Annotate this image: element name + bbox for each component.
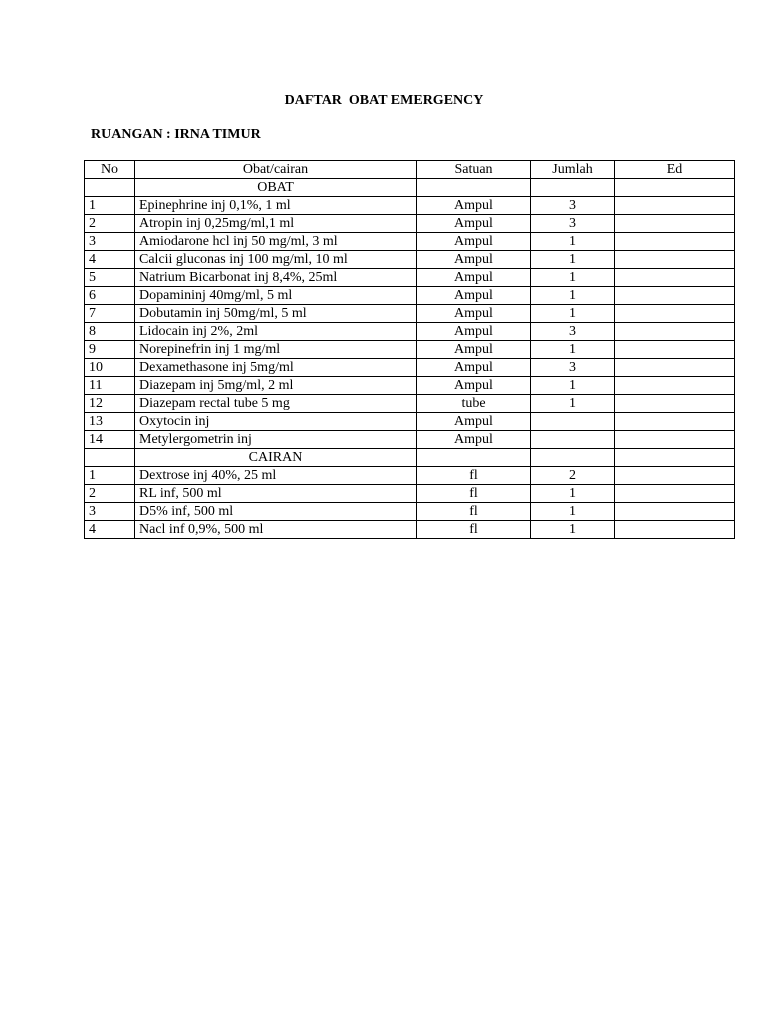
table-row xyxy=(85,251,735,269)
cell-satuan: Ampul xyxy=(417,233,531,251)
cell-no: 10 xyxy=(85,359,135,377)
cell-ed xyxy=(615,413,735,431)
cell-ed xyxy=(615,485,735,503)
cell-obat: Dobutamin inj 50mg/ml, 5 ml xyxy=(135,305,417,323)
header-jumlah: Jumlah xyxy=(531,161,615,179)
cell-obat: Dextrose inj 40%, 25 ml xyxy=(135,467,417,485)
cell-obat: Nacl inf 0,9%, 500 ml xyxy=(135,521,417,539)
header-ed: Ed xyxy=(615,161,735,179)
cell-ed xyxy=(615,377,735,395)
cell-jumlah: 1 xyxy=(531,377,615,395)
cell-no: 12 xyxy=(85,395,135,413)
section-cell-empty xyxy=(85,179,135,197)
section-row-cairan xyxy=(85,449,735,467)
cell-ed xyxy=(615,521,735,539)
cell-satuan: tube xyxy=(417,395,531,413)
cell-ed xyxy=(615,233,735,251)
cell-ed xyxy=(615,431,735,449)
cell-obat: Dexamethasone inj 5mg/ml xyxy=(135,359,417,377)
medicine-table xyxy=(84,160,735,539)
cell-no: 6 xyxy=(85,287,135,305)
cell-no: 3 xyxy=(85,503,135,521)
cell-ed xyxy=(615,341,735,359)
cell-no: 2 xyxy=(85,485,135,503)
cell-satuan: Ampul xyxy=(417,197,531,215)
table-row xyxy=(85,413,735,431)
cell-no: 14 xyxy=(85,431,135,449)
table-header-row xyxy=(85,161,735,179)
cell-satuan: Ampul xyxy=(417,269,531,287)
cell-satuan: Ampul xyxy=(417,215,531,233)
table-row xyxy=(85,377,735,395)
cell-no: 2 xyxy=(85,215,135,233)
cell-jumlah: 1 xyxy=(531,233,615,251)
table-row xyxy=(85,395,735,413)
table-row xyxy=(85,197,735,215)
section-cell-empty xyxy=(85,449,135,467)
cell-satuan: fl xyxy=(417,485,531,503)
section-row-obat xyxy=(85,179,735,197)
cell-jumlah: 1 xyxy=(531,251,615,269)
cell-jumlah: 3 xyxy=(531,215,615,233)
cell-obat: Lidocain inj 2%, 2ml xyxy=(135,323,417,341)
table-body xyxy=(85,179,735,539)
cell-no: 9 xyxy=(85,341,135,359)
cell-no: 13 xyxy=(85,413,135,431)
cell-jumlah: 1 xyxy=(531,485,615,503)
table-row xyxy=(85,467,735,485)
cell-jumlah: 3 xyxy=(531,323,615,341)
cell-jumlah: 1 xyxy=(531,503,615,521)
table-row xyxy=(85,359,735,377)
cell-satuan: Ampul xyxy=(417,287,531,305)
cell-ed xyxy=(615,251,735,269)
cell-no: 5 xyxy=(85,269,135,287)
section-label-cairan: CAIRAN xyxy=(135,449,417,467)
cell-satuan: Ampul xyxy=(417,341,531,359)
cell-jumlah: 3 xyxy=(531,197,615,215)
cell-no: 1 xyxy=(85,467,135,485)
cell-jumlah: 1 xyxy=(531,269,615,287)
room-label: RUANGAN : IRNA TIMUR xyxy=(91,127,261,142)
table-row xyxy=(85,485,735,503)
cell-ed xyxy=(615,305,735,323)
cell-jumlah: 1 xyxy=(531,305,615,323)
table-row xyxy=(85,287,735,305)
cell-jumlah xyxy=(531,431,615,449)
table-row xyxy=(85,269,735,287)
cell-ed xyxy=(615,359,735,377)
cell-obat: Metylergometrin inj xyxy=(135,431,417,449)
cell-jumlah: 1 xyxy=(531,341,615,359)
cell-ed xyxy=(615,215,735,233)
cell-obat: Natrium Bicarbonat inj 8,4%, 25ml xyxy=(135,269,417,287)
document-title: DAFTAR OBAT EMERGENCY xyxy=(284,93,484,108)
cell-no: 8 xyxy=(85,323,135,341)
cell-satuan: Ampul xyxy=(417,305,531,323)
table-row xyxy=(85,305,735,323)
header-no: No xyxy=(85,161,135,179)
cell-satuan: fl xyxy=(417,467,531,485)
section-cell-empty xyxy=(531,179,615,197)
cell-ed xyxy=(615,395,735,413)
cell-obat: Amiodarone hcl inj 50 mg/ml, 3 ml xyxy=(135,233,417,251)
cell-ed xyxy=(615,197,735,215)
cell-jumlah: 3 xyxy=(531,359,615,377)
cell-obat: D5% inf, 500 ml xyxy=(135,503,417,521)
cell-satuan: Ampul xyxy=(417,377,531,395)
cell-ed xyxy=(615,269,735,287)
table-row xyxy=(85,521,735,539)
cell-jumlah: 1 xyxy=(531,395,615,413)
cell-satuan: Ampul xyxy=(417,323,531,341)
cell-satuan: fl xyxy=(417,521,531,539)
cell-no: 4 xyxy=(85,251,135,269)
cell-no: 7 xyxy=(85,305,135,323)
section-cell-empty xyxy=(417,449,531,467)
table-row xyxy=(85,233,735,251)
section-cell-empty xyxy=(531,449,615,467)
cell-jumlah: 2 xyxy=(531,467,615,485)
table-row xyxy=(85,323,735,341)
table-row xyxy=(85,215,735,233)
cell-obat: Epinephrine inj 0,1%, 1 ml xyxy=(135,197,417,215)
cell-jumlah xyxy=(531,413,615,431)
cell-no: 11 xyxy=(85,377,135,395)
section-cell-empty xyxy=(615,179,735,197)
table-row xyxy=(85,431,735,449)
cell-ed xyxy=(615,287,735,305)
cell-ed xyxy=(615,503,735,521)
cell-satuan: Ampul xyxy=(417,431,531,449)
cell-no: 3 xyxy=(85,233,135,251)
table-row xyxy=(85,503,735,521)
header-satuan: Satuan xyxy=(417,161,531,179)
cell-obat: Oxytocin inj xyxy=(135,413,417,431)
cell-ed xyxy=(615,467,735,485)
cell-satuan: Ampul xyxy=(417,251,531,269)
cell-obat: Diazepam rectal tube 5 mg xyxy=(135,395,417,413)
cell-jumlah: 1 xyxy=(531,287,615,305)
cell-ed xyxy=(615,323,735,341)
section-label-obat: OBAT xyxy=(135,179,417,197)
cell-satuan: Ampul xyxy=(417,359,531,377)
cell-obat: RL inf, 500 ml xyxy=(135,485,417,503)
cell-satuan: fl xyxy=(417,503,531,521)
cell-no: 1 xyxy=(85,197,135,215)
cell-obat: Atropin inj 0,25mg/ml,1 ml xyxy=(135,215,417,233)
header-obat: Obat/cairan xyxy=(135,161,417,179)
section-cell-empty xyxy=(417,179,531,197)
cell-obat: Norepinefrin inj 1 mg/ml xyxy=(135,341,417,359)
cell-obat: Diazepam inj 5mg/ml, 2 ml xyxy=(135,377,417,395)
cell-obat: Dopamininj 40mg/ml, 5 ml xyxy=(135,287,417,305)
table-row xyxy=(85,341,735,359)
cell-satuan: Ampul xyxy=(417,413,531,431)
cell-jumlah: 1 xyxy=(531,521,615,539)
cell-no: 4 xyxy=(85,521,135,539)
section-cell-empty xyxy=(615,449,735,467)
cell-obat: Calcii gluconas inj 100 mg/ml, 10 ml xyxy=(135,251,417,269)
